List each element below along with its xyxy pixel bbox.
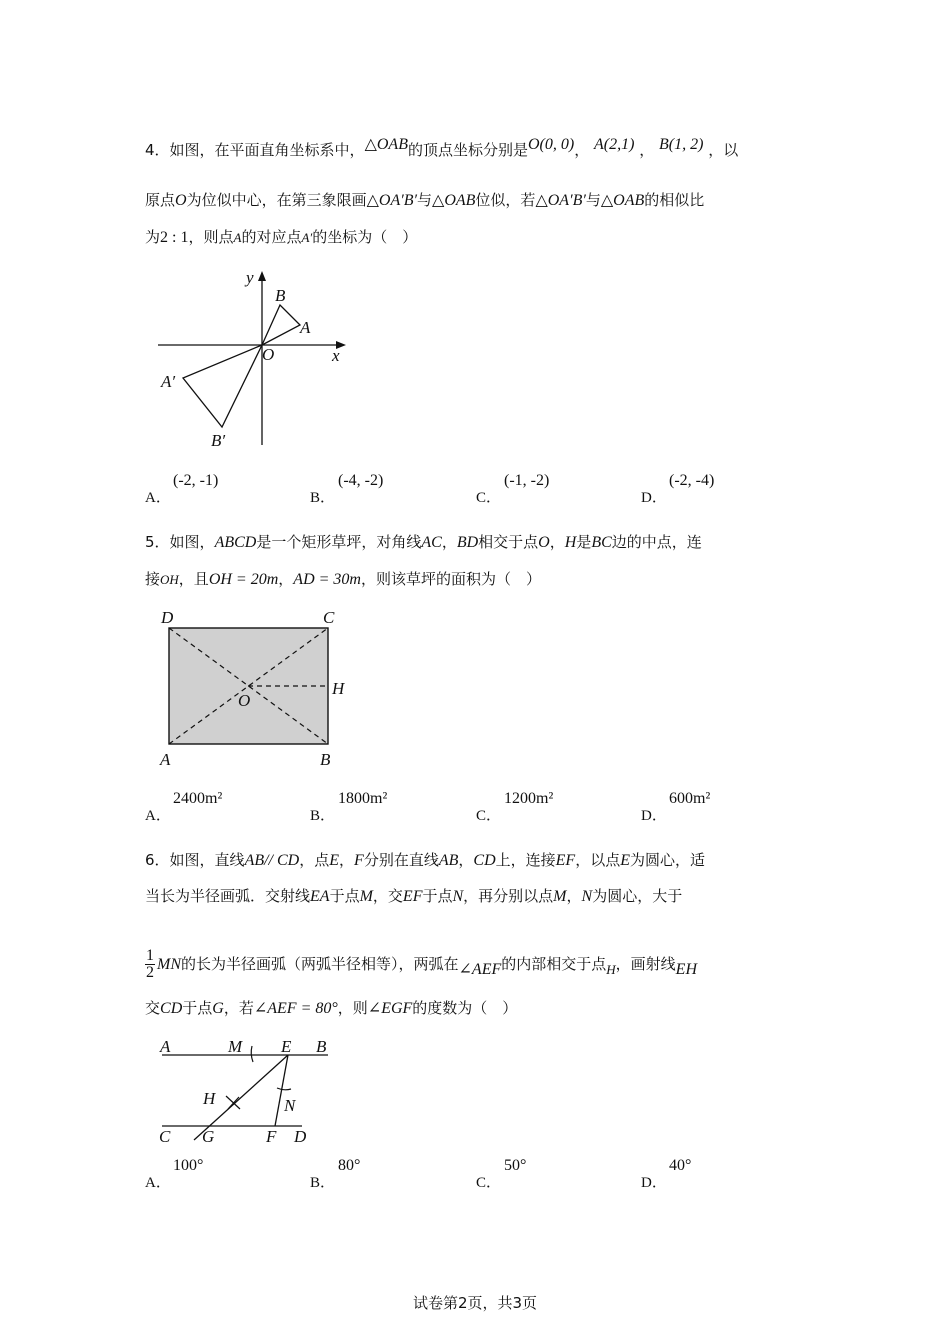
- q6-fraction: [145, 948, 155, 981]
- q6-line-4: [145, 998, 517, 1019]
- q4-number: 4．: [145, 141, 170, 159]
- q4-l3-aprime: A′: [301, 230, 313, 245]
- q4-option-b-label: B．: [310, 490, 336, 506]
- q5-option-c-value: 1200m²: [504, 790, 554, 807]
- label-f: F: [266, 1127, 277, 1146]
- q5-l2-comma: ，: [278, 570, 294, 588]
- q5-is: 是: [576, 533, 592, 551]
- q4-line-2: [145, 190, 704, 211]
- q6-l3-b: 的内部相交于点: [501, 955, 607, 973]
- q4-option-c-value: (-1, -2): [504, 472, 550, 489]
- q4-comma: ，: [574, 141, 590, 159]
- q4-l3-is: 为: [145, 228, 161, 246]
- q5-l2-connect: 接: [145, 570, 161, 588]
- q6-f: F: [354, 852, 364, 869]
- q6-line-3: [145, 948, 697, 981]
- q6-ef: EF: [555, 852, 576, 869]
- q6-l2-a: 当长为半径画弧．交射线: [145, 887, 311, 905]
- q5-h: H: [564, 534, 577, 551]
- q4-figure: [150, 265, 360, 455]
- q4-l2-origin: 原点: [145, 191, 176, 209]
- q5-l2-oh: OH: [160, 572, 179, 587]
- q4-l2-similar: 位似，若: [475, 191, 536, 209]
- q6-l4-cd: CD: [160, 1000, 183, 1017]
- q5-intro: 如图，: [169, 533, 215, 551]
- label-n: N: [284, 1096, 296, 1115]
- q4-point-a: A(2,1): [594, 136, 635, 153]
- q5-l2-ad-eq: AD = 30m: [293, 571, 361, 588]
- arc-n: [277, 1088, 291, 1090]
- q6-option-d-label: D．: [641, 1175, 667, 1191]
- q6-l4-e: 的度数为（ ）: [412, 999, 518, 1017]
- q5-line-1: [145, 532, 702, 553]
- q5-l2-oh-eq: OH = 20m: [208, 571, 279, 588]
- q6-cd: CD: [473, 852, 496, 869]
- q6-connect: 上，连接: [495, 851, 556, 869]
- q4-point-b: B(1, 2): [659, 136, 704, 153]
- label-b: B: [275, 286, 286, 305]
- label-e: E: [281, 1037, 292, 1056]
- q6-l3-a: 的长为半径画弧（两弧半径相等），两弧在: [181, 955, 459, 973]
- label-d: D: [161, 608, 174, 627]
- q6-l4-b: 于点: [182, 999, 213, 1017]
- q6-l2-m: M: [359, 888, 373, 905]
- q5-o: O: [538, 534, 550, 551]
- q4-line-1: [145, 136, 739, 161]
- triangle-oaprime-bprime: [183, 345, 262, 427]
- q6-line-2: [145, 886, 682, 907]
- q5-option-b-label: B．: [310, 808, 336, 824]
- q5-abcd: ABCD: [214, 534, 257, 551]
- q6-l2-c: ，交: [372, 887, 403, 905]
- q4-l2-tri-prime: △OA′B′: [366, 192, 417, 209]
- q4-intro: 如图，在平面直角坐标系中，: [169, 141, 365, 159]
- label-a: A: [300, 318, 311, 337]
- q5-option-a-label: A．: [145, 808, 171, 824]
- q4-option-a-value: (-2, -1): [173, 472, 219, 489]
- label-aprime: A′: [161, 372, 176, 391]
- label-h: H: [203, 1089, 216, 1108]
- q5-bd: BD: [456, 534, 479, 551]
- label-o: O: [238, 691, 251, 710]
- page-footer: 试卷第2页，共3页: [412, 1294, 538, 1312]
- q4-l2-center: 为位似中心，在第三象限画: [186, 191, 367, 209]
- q4-point-o: O(0, 0): [527, 136, 575, 153]
- q5-option-d-value: 600m²: [669, 790, 711, 807]
- q6-l4-d: ，则: [337, 999, 368, 1017]
- q5-option-d-label: D．: [641, 808, 667, 824]
- label-x: x: [332, 346, 340, 365]
- q6-l3-h: H: [606, 962, 616, 977]
- q6-l2-n: N: [452, 888, 464, 905]
- q5-option-a-value: 2400m²: [173, 790, 223, 807]
- q5-rect-text: 是一个矩形草坪，对角线: [256, 533, 422, 551]
- label-b: B: [320, 750, 331, 769]
- y-arrow-icon: [258, 271, 266, 281]
- q5-comma2: ，: [549, 533, 565, 551]
- q4-option-d-label: D．: [641, 490, 667, 506]
- q6-l3-mn: MN: [157, 956, 181, 973]
- q6-intro: 如图，直线: [169, 851, 245, 869]
- q4-l2-with: 与: [417, 191, 433, 209]
- q6-l3-angle: ∠AEF: [458, 961, 502, 978]
- q5-comma: ，: [441, 533, 457, 551]
- q6-option-b-label: B．: [310, 1175, 336, 1191]
- q4-l2-tri2: △OAB: [600, 192, 645, 209]
- q6-center-text: ，以点: [575, 851, 621, 869]
- label-o: O: [262, 345, 275, 364]
- q4-option-c-label: C．: [476, 490, 502, 506]
- q5-figure: [155, 605, 365, 773]
- q4-l3-then: ，则点: [188, 228, 234, 246]
- q6-l4-g: G: [212, 1000, 224, 1017]
- label-c: C: [323, 608, 335, 627]
- label-c: C: [159, 1127, 171, 1146]
- q6-option-b-value: 80°: [338, 1157, 361, 1174]
- q4-line-3: [145, 227, 417, 248]
- q6-l4-egf: ∠EGF: [367, 1000, 413, 1017]
- q6-on-lines: 分别在直线: [363, 851, 439, 869]
- q5-l2-ask: ，则该草坪的面积为（ ）: [360, 570, 541, 588]
- q6-option-c-value: 50°: [504, 1157, 527, 1174]
- q4-l2-tri-prime2: △OA′B′: [535, 192, 586, 209]
- arc-m: [251, 1046, 253, 1062]
- q4-option-a-label: A．: [145, 490, 171, 506]
- q6-option-a-value: 100°: [173, 1157, 204, 1174]
- q6-l3-c: ，画射线: [615, 955, 676, 973]
- q5-number: 5．: [145, 533, 170, 551]
- q6-sep: ，: [339, 851, 355, 869]
- q4-l3-coord: 的坐标为（ ）: [312, 228, 418, 246]
- q4-l3-corr: 的对应点: [241, 228, 302, 246]
- q6-l4-angle: ∠AEF = 80°: [253, 1000, 338, 1017]
- q5-ac: AC: [421, 534, 442, 551]
- triangle-oab: [262, 305, 300, 345]
- label-d: D: [294, 1127, 307, 1146]
- label-a: A: [160, 750, 171, 769]
- q5-l2-and: ，且: [178, 570, 209, 588]
- q6-l2-e: ，再分别以点: [463, 887, 554, 905]
- q5-bc: BC: [591, 534, 612, 551]
- label-y: y: [246, 268, 254, 287]
- q6-l2-n2: N: [581, 888, 593, 905]
- q6-circle-text: 为圆心，适: [630, 851, 706, 869]
- q6-line-1: [145, 850, 705, 871]
- q4-l2-o: O: [175, 192, 187, 209]
- q6-l4-a: 交: [145, 999, 161, 1017]
- q6-l4-c: ，若: [223, 999, 254, 1017]
- q5-midpoint: 边的中点，连: [611, 533, 702, 551]
- q4-comma: ，: [639, 141, 655, 159]
- q6-comma2: ，: [458, 851, 474, 869]
- q5-intersect: 相交于点: [478, 533, 539, 551]
- label-bprime: B′: [211, 431, 226, 450]
- q6-l2-d: 于点: [422, 887, 453, 905]
- q6-fraction-numerator: 1: [146, 947, 154, 964]
- label-h: H: [332, 679, 345, 698]
- q6-comma: ，点: [299, 851, 330, 869]
- q6-l3-eh: EH: [675, 961, 697, 978]
- q4-option-b-value: (-4, -2): [338, 472, 384, 489]
- q6-fraction-denominator: 2: [146, 964, 154, 981]
- q6-l2-g: 为圆心，大于: [592, 887, 683, 905]
- q6-l2-f: ，: [566, 887, 582, 905]
- q5-line-2: [145, 569, 541, 590]
- label-m: M: [228, 1037, 243, 1056]
- q5-option-c-label: C．: [476, 808, 502, 824]
- q4-l2-ratio-text: 的相似比: [644, 191, 705, 209]
- q4-triangle-oab: △OAB: [364, 136, 408, 153]
- q6-number: 6．: [145, 851, 170, 869]
- q5-option-b-value: 1800m²: [338, 790, 388, 807]
- q4-l2-with2: 与: [585, 191, 601, 209]
- q6-l2-ef: EF: [402, 888, 423, 905]
- q6-ab: AB: [438, 852, 459, 869]
- q6-option-a-label: A．: [145, 1175, 171, 1191]
- label-b: B: [316, 1037, 327, 1056]
- q4-l2-tri: △OAB: [432, 192, 476, 209]
- q6-l2-b: 于点: [329, 887, 360, 905]
- q6-l2-ea: EA: [310, 888, 330, 905]
- q4-option-d-value: (-2, -4): [669, 472, 715, 489]
- q6-option-c-label: C．: [476, 1175, 502, 1191]
- label-g: G: [202, 1127, 215, 1146]
- q6-e: E: [329, 852, 340, 869]
- q6-option-d-value: 40°: [669, 1157, 692, 1174]
- q4-vertex-text: 的顶点坐标分别是: [407, 141, 528, 159]
- q4-l3-ratio: 2 : 1: [160, 229, 189, 246]
- q6-ab-cd: AB// CD: [244, 852, 300, 869]
- q4-l3-a: A: [233, 230, 242, 245]
- q4-yi: ，以: [708, 141, 739, 159]
- q6-l2-m2: M: [553, 888, 567, 905]
- q6-e2: E: [620, 852, 630, 869]
- label-a: A: [160, 1037, 171, 1056]
- q6-figure: [150, 1030, 350, 1150]
